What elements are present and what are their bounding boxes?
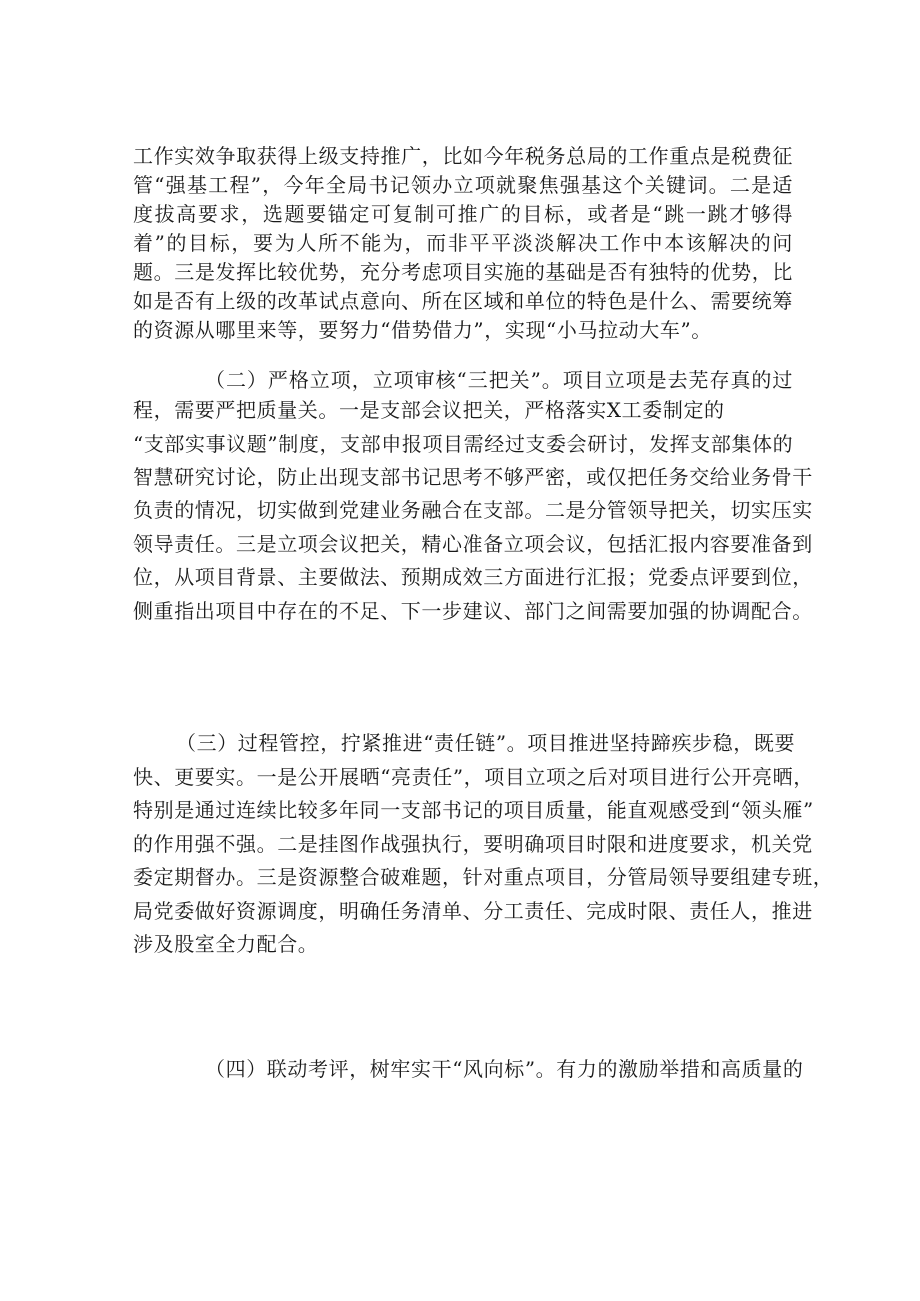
paragraph-1-line-5: 题。三是发挥比较优势，充分考虑项目实施的基础是否有独特的优势，比 [133, 260, 793, 284]
paragraph-3-line-6: 局党委做好资源调度，明确任务清单、分工责任、完成时限、责任人，推进 [133, 899, 813, 923]
paragraph-3-line-1: （三）过程管控，拧紧推进“责任链”。项目推进坚持蹄疾步稳，既要 [176, 731, 796, 755]
paragraph-3-line-3: 特别是通过连续比较多年同一支部书记的项目质量，能直观感受到“领头雁” [133, 798, 814, 822]
paragraph-2-line-8: 侧重指出项目中存在的不足、下一步建议、部门之间需要加强的协调配合。 [133, 599, 813, 623]
paragraph-3-line-5: 委定期督办。三是资源整合破难题，针对重点项目，分管局领导要组建专班， [133, 865, 834, 889]
paragraph-1-line-3: 度拔高要求，选题要锚定可复制可推广的目标，或者是“跳一跳才够得 [133, 202, 793, 226]
paragraph-2-line-6: 领导责任。三是立项会议把关，精心准备立项会议，包括汇报内容要准备到 [133, 532, 813, 556]
paragraph-2-line-4: 智慧研究讨论，防止出现支部书记思考不够严密，或仅把任务交给业务骨干 [133, 465, 813, 489]
paragraph-1-line-4: 着”的目标，要为人所不能为，而非平平淡淡解决工作中本该解决的问 [133, 231, 793, 255]
paragraph-2-line-7: 位，从项目背景、主要做法、预期成效三方面进行汇报；党委点评要到位， [133, 565, 813, 589]
paragraph-3-line-4: 的作用强不强。二是挂图作战强执行，要明确项目时限和进度要求，机关党 [133, 832, 813, 856]
paragraph-1-line-6: 如是否有上级的改革试点意向、所在区域和单位的特色是什么、需要统筹 [133, 289, 793, 313]
paragraph-1-line-7: 的资源从哪里来等，要努力“借势借力”，实现“小马拉动大车”。 [133, 318, 712, 342]
paragraph-1-line-1: 工作实效争取获得上级支持推广，比如今年税务总局的工作重点是税费征 [133, 144, 793, 168]
paragraph-3-line-2: 快、更要实。一是公开展晒“亮责任”，项目立项之后对项目进行公开亮晒， [133, 765, 814, 789]
paragraph-3-line-7: 涉及股室全力配合。 [133, 932, 319, 956]
paragraph-2-line-1: （二）严格立项，立项审核“三把关”。项目立项是去芜存真的过 [205, 368, 793, 392]
paragraph-2-line-2: 程，需要严把质量关。一是支部会议把关，严格落实X工委制定的 [133, 398, 725, 422]
paragraph-2-line-5: 负责的情况，切实做到党建业务融合在支部。二是分管领导把关，切实压实 [133, 498, 813, 522]
paragraph-4-line-1: （四）联动考评，树牢实干“风向标”。有力的激励举措和高质量的 [205, 1057, 804, 1081]
paragraph-1-line-2: 管“强基工程”，今年全局书记领办立项就聚焦强基这个关键词。二是适 [133, 173, 793, 197]
paragraph-2-line-3: “支部实事议题”制度，支部申报项目需经过支委会研讨，发挥支部集体的 [133, 432, 794, 456]
